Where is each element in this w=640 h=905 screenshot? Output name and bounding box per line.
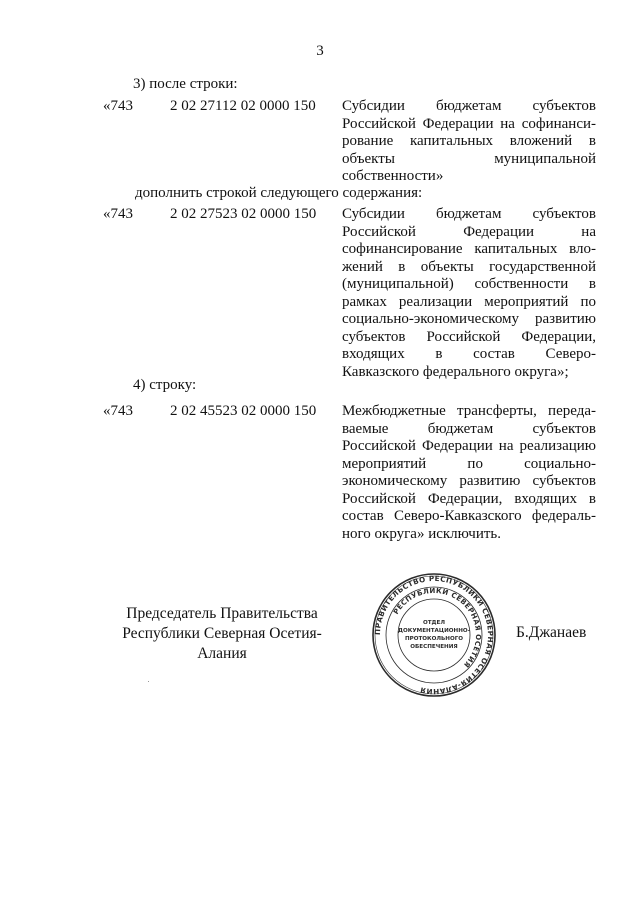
item-4-label: 4) строку: <box>133 377 197 393</box>
seal-outer-text: ПРАВИТЕЛЬСТВО РЕСПУБЛИКИ СЕВЕРНАЯ ОСЕТИЯ-АЛАНИЯ <box>372 573 496 697</box>
desc-line: ного округа» исключить. <box>342 525 502 542</box>
row-3-description <box>342 403 596 543</box>
signatory-title <box>102 604 342 664</box>
signatory-name: Б.Джанаев <box>516 624 587 641</box>
desc-line: Субсидии бюджетам субъектов <box>342 98 596 114</box>
seal-inner-text: РЕСПУБЛИКИ СЕВЕРНАЯ ОСЕТИЯ <box>392 586 483 670</box>
desc-line: мероприятий по социально- <box>342 455 596 472</box>
scan-speck <box>148 681 149 682</box>
official-seal <box>371 572 497 698</box>
desc-line: Субсидии бюджетам субъектов <box>342 206 596 222</box>
seal-center-line: ОБЕСПЕЧЕНИЯ <box>410 644 458 650</box>
desc-line: экономическому развитию субъектов <box>342 473 596 489</box>
desc-line: Российской Федерации, входящих в <box>342 490 596 507</box>
desc-line: Кавказского федерального округа»; <box>342 363 569 380</box>
desc-line: рование капитальных вложений в <box>342 133 596 149</box>
desc-line: субъектов Российской Федерации, <box>342 328 596 345</box>
desc-line: рамках реализации мероприятий по <box>342 293 596 310</box>
desc-line: Российской Федерации на софинанси- <box>342 115 596 132</box>
desc-line: состав Северо-Кавказского федераль- <box>342 508 596 524</box>
row-2-prefix: «743 <box>103 206 133 222</box>
seal-center-line: ПРОТОКОЛЬНОГО <box>404 636 464 642</box>
seal-center-line: ДОКУМЕНТАЦИОННО- <box>398 628 470 634</box>
row-1-code: 2 02 27112 02 0000 150 <box>170 98 316 114</box>
desc-line: (муниципальной) собственности в <box>342 276 596 292</box>
seal-center-line: ОТДЕЛ <box>422 620 446 626</box>
desc-line: Межбюджетные трансферты, переда- <box>342 403 596 419</box>
desc-line: объекты муниципальной <box>342 150 596 167</box>
item-3-label: 3) после строки: <box>133 76 238 92</box>
desc-line: входящих в состав Северо- <box>342 346 596 362</box>
signatory-title-line-1: Председатель Правительства <box>126 605 318 622</box>
row-1-description <box>342 98 596 186</box>
desc-line: Российской Федерации на реализацию <box>342 438 596 454</box>
desc-line: Российской Федерации на <box>342 223 596 240</box>
row-2-description <box>342 206 596 381</box>
signatory-title-line-2: Республики Северная Осетия-Алания <box>122 625 322 662</box>
row-3-code: 2 02 45523 02 0000 150 <box>170 403 317 419</box>
row-1-prefix: «743 <box>103 98 133 114</box>
row-2-code: 2 02 27523 02 0000 150 <box>170 206 317 222</box>
page-number: 3 <box>316 43 324 59</box>
desc-line: жений в объекты государственной <box>342 258 596 275</box>
desc-line: социально-экономическому развитию <box>342 311 596 327</box>
desc-line: собственности» <box>342 168 444 184</box>
desc-line: софинансирование капитальных вло- <box>342 241 596 257</box>
supplement-text: дополнить строкой следующего содержания: <box>135 185 423 201</box>
desc-line: ваемые бюджетам субъектов <box>342 420 596 437</box>
row-3-prefix: «743 <box>103 403 133 419</box>
